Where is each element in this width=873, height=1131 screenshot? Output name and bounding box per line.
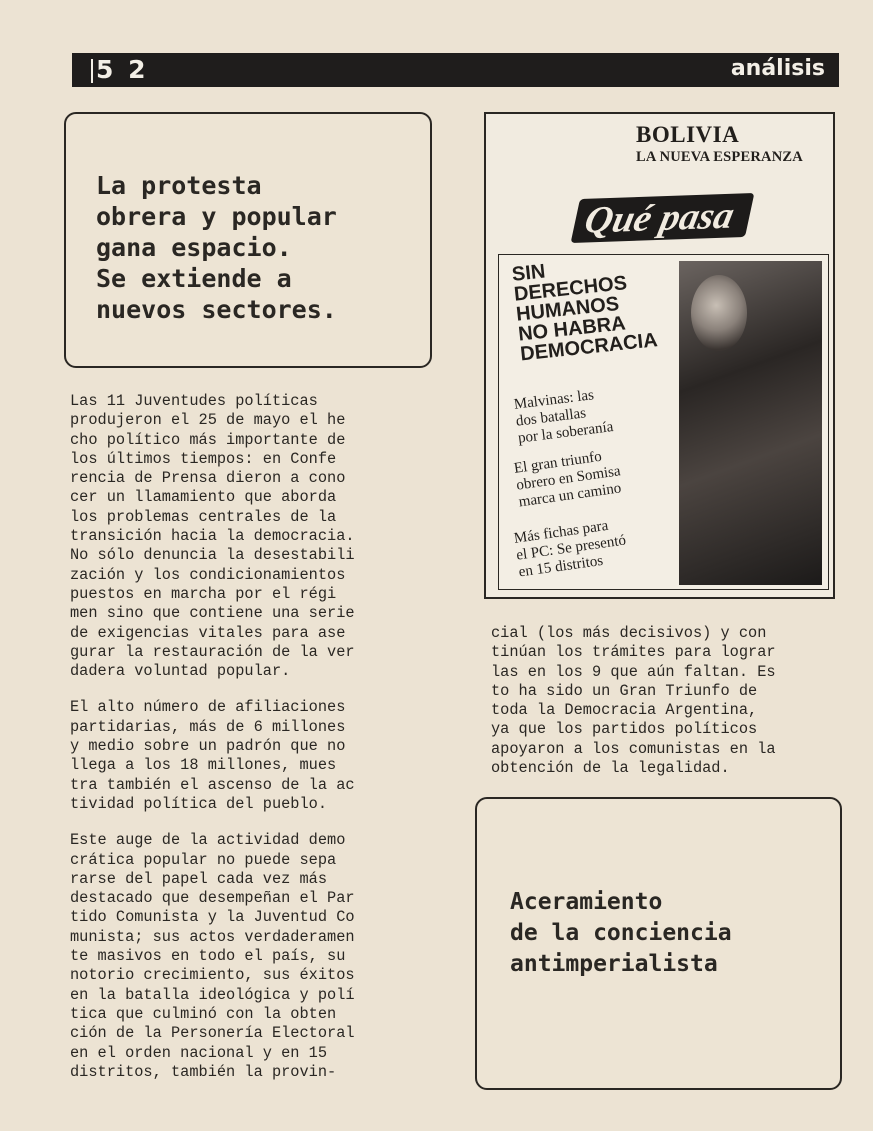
article-paragraph: Las 11 Juventudes políticas produjeron el 25 de mayo el he cho político más importante de los últimos tiempos: en Confe rencia de Prensa dieron a cono cer un llamamiento que aborda los problemas centrales de la transición hacia la democracia. No sólo denuncia la desestabili zación y los condicionamientos puestos en marcha por el régi men sino que contiene una serie de exigencias vitales para ase gurar la restauración de la ver dadera voluntad popular.	[70, 392, 355, 681]
section-label: análisis	[730, 56, 825, 81]
cover-photo-panel	[498, 254, 829, 590]
cover-country: BOLIVIA	[636, 122, 740, 147]
magazine-cover	[484, 112, 835, 599]
article-paragraph: El alto número de afiliaciones partidarias, más de 6 millones y medio sobre un padrón que no llega a los 18 millones, mues tra también el ascenso de la ac tividad política del pueblo.	[70, 698, 355, 813]
headline-box-acercamiento	[475, 797, 842, 1090]
headline-protesta: La protesta obrera y popular gana espacio. Se extiende a nuevos sectores.	[96, 171, 337, 324]
cover-story: El gran triunfo obrero en Somisa marca un camino	[513, 448, 623, 511]
cover-photo	[679, 261, 822, 585]
headline-box-protesta	[64, 112, 432, 368]
cover-tagline: LA NUEVA ESPERANZA	[636, 149, 803, 165]
cover-headline: SIN DERECHOS HUMANOS NO HABRA DEMOCRACIA	[510, 260, 659, 366]
cover-story: Malvinas: las dos batallas por la soberanía	[513, 387, 615, 447]
article-column-left	[70, 392, 442, 1099]
article-paragraph: Este auge de la actividad demo crática popular no puede sepa rarse del papel cada vez más destacado que desempeñan el Par tido Comunista y la Juventud Co munista; sus actos verdaderamen te masivos en todo el país, su notorio crecimiento, sus éxitos en la batalla ideológica y polí tica que culminó con la obten ción de la Personería Electoral en el orden nacional y en 15 distritos, también la provin-	[70, 831, 355, 1081]
headline-acercamiento: Aceramiento de la conciencia antimperialista	[510, 889, 732, 977]
article-paragraph: cial (los más decisivos) y con tinúan los trámites para lograr las en los 9 que aún faltan. Es to ha sido un Gran Triunfo de toda la Democracia Argentina, ya que los partidos políticos apoyaron a los comunistas en la obtención de la legalidad.	[491, 624, 776, 778]
magazine-name: Qué pasa	[571, 193, 755, 243]
article-column-right	[491, 624, 863, 795]
cover-story: Más fichas para el PC: Se presentó en 15 distritos	[513, 517, 627, 581]
page-header-bar	[72, 53, 839, 87]
page-number: 5 2	[96, 55, 149, 84]
